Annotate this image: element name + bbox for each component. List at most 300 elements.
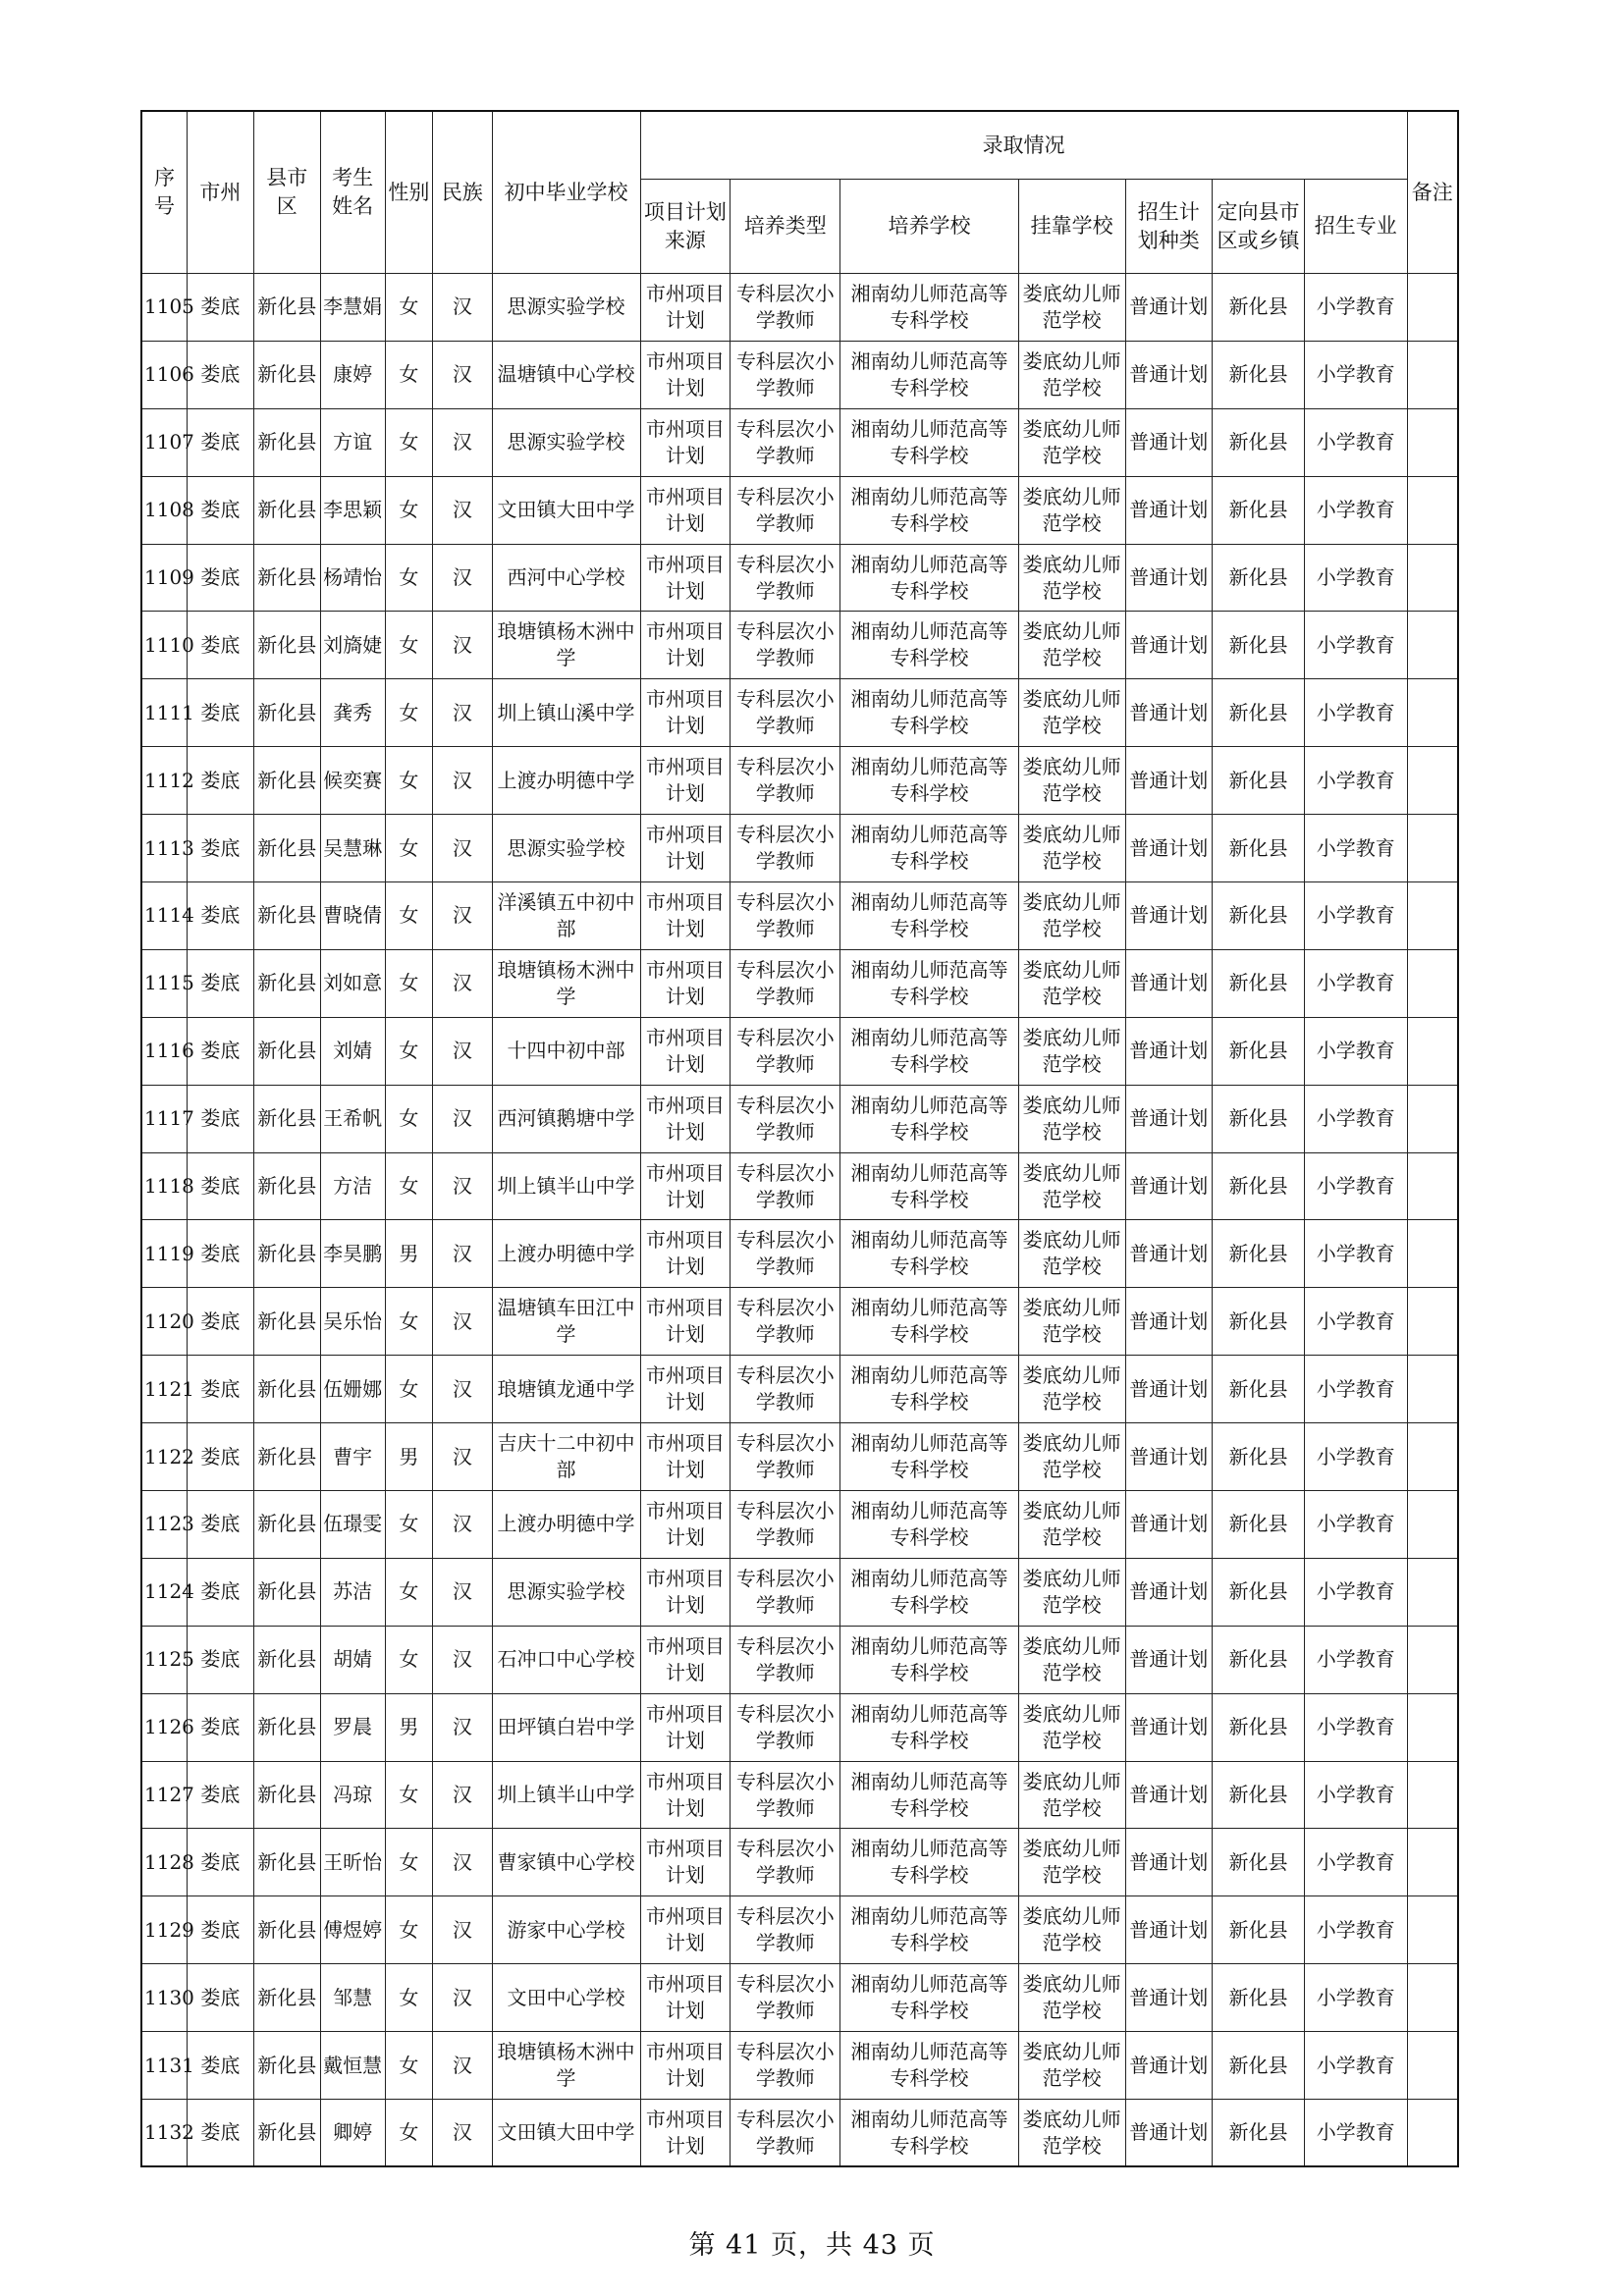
cell-train-school: 湘南幼儿师范高等专科学校	[840, 274, 1018, 342]
table-row	[141, 679, 1458, 747]
table-row	[141, 1288, 1458, 1356]
cell-host-school: 娄底幼儿师范学校	[1018, 1085, 1125, 1152]
cell-target: 新化县	[1213, 679, 1305, 747]
cell-major: 小学教育	[1304, 544, 1407, 612]
col-header-plan-kind: 招生计划种类	[1125, 180, 1212, 274]
cell-ethnicity: 汉	[433, 612, 492, 679]
cell-junior-school: 思源实验学校	[492, 815, 640, 882]
col-header-junior-school: 初中毕业学校	[492, 111, 640, 274]
cell-seq: 1108	[141, 476, 187, 544]
cell-city: 娄底	[187, 1288, 253, 1356]
cell-plan-kind: 普通计划	[1125, 1017, 1212, 1085]
cell-gender: 女	[385, 2100, 433, 2167]
cell-name: 李慧娟	[320, 274, 385, 342]
cell-host-school: 娄底幼儿师范学校	[1018, 1829, 1125, 1896]
cell-junior-school: 上渡办明德中学	[492, 1220, 640, 1288]
cell-plan-kind: 普通计划	[1125, 274, 1212, 342]
cell-target: 新化县	[1213, 1964, 1305, 2032]
cell-train-school: 湘南幼儿师范高等专科学校	[840, 2100, 1018, 2167]
cell-seq: 1128	[141, 1829, 187, 1896]
cell-junior-school: 西河中心学校	[492, 544, 640, 612]
cell-plan-source: 市州项目计划	[640, 1896, 731, 1964]
cell-target: 新化县	[1213, 1220, 1305, 1288]
cell-gender: 女	[385, 1017, 433, 1085]
col-header-train-school: 培养学校	[840, 180, 1018, 274]
cell-county: 新化县	[253, 1491, 320, 1559]
cell-plan-source: 市州项目计划	[640, 1017, 731, 1085]
cell-county: 新化县	[253, 2100, 320, 2167]
cell-host-school: 娄底幼儿师范学校	[1018, 1356, 1125, 1423]
cell-train-type: 专科层次小学教师	[731, 1356, 840, 1423]
cell-target: 新化县	[1213, 1829, 1305, 1896]
cell-junior-school: 曹家镇中心学校	[492, 1829, 640, 1896]
cell-train-school: 湘南幼儿师范高等专科学校	[840, 882, 1018, 950]
cell-target: 新化县	[1213, 882, 1305, 950]
cell-target: 新化县	[1213, 2032, 1305, 2100]
cell-remark	[1407, 1288, 1458, 1356]
cell-remark	[1407, 1693, 1458, 1761]
cell-name: 李思颖	[320, 476, 385, 544]
cell-target: 新化县	[1213, 1152, 1305, 1220]
cell-gender: 女	[385, 544, 433, 612]
cell-junior-school: 洋溪镇五中初中部	[492, 882, 640, 950]
cell-ethnicity: 汉	[433, 949, 492, 1017]
cell-train-type: 专科层次小学教师	[731, 2032, 840, 2100]
cell-name: 刘旖婕	[320, 612, 385, 679]
col-header-admission-group: 录取情况	[640, 111, 1407, 180]
cell-plan-kind: 普通计划	[1125, 476, 1212, 544]
cell-train-type: 专科层次小学教师	[731, 1152, 840, 1220]
cell-host-school: 娄底幼儿师范学校	[1018, 882, 1125, 950]
cell-host-school: 娄底幼儿师范学校	[1018, 1964, 1125, 2032]
cell-gender: 男	[385, 1220, 433, 1288]
cell-junior-school: 琅塘镇杨木洲中学	[492, 949, 640, 1017]
cell-ethnicity: 汉	[433, 1085, 492, 1152]
cell-major: 小学教育	[1304, 949, 1407, 1017]
cell-ethnicity: 汉	[433, 1626, 492, 1693]
cell-seq: 1127	[141, 1761, 187, 1829]
cell-city: 娄底	[187, 1761, 253, 1829]
cell-city: 娄底	[187, 1558, 253, 1626]
cell-remark	[1407, 1896, 1458, 1964]
cell-remark	[1407, 408, 1458, 476]
cell-city: 娄底	[187, 476, 253, 544]
page-footer: 第 41 页，共 43 页	[688, 2230, 936, 2261]
cell-city: 娄底	[187, 274, 253, 342]
cell-remark	[1407, 1964, 1458, 2032]
cell-plan-source: 市州项目计划	[640, 1085, 731, 1152]
cell-host-school: 娄底幼儿师范学校	[1018, 1558, 1125, 1626]
cell-plan-kind: 普通计划	[1125, 815, 1212, 882]
cell-city: 娄底	[187, 1356, 253, 1423]
cell-county: 新化县	[253, 1761, 320, 1829]
table-row	[141, 1964, 1458, 2032]
cell-plan-source: 市州项目计划	[640, 1491, 731, 1559]
cell-host-school: 娄底幼儿师范学校	[1018, 612, 1125, 679]
cell-train-school: 湘南幼儿师范高等专科学校	[840, 2032, 1018, 2100]
cell-remark	[1407, 1017, 1458, 1085]
cell-county: 新化县	[253, 1693, 320, 1761]
cell-plan-source: 市州项目计划	[640, 476, 731, 544]
cell-gender: 男	[385, 1423, 433, 1491]
cell-junior-school: 温塘镇中心学校	[492, 341, 640, 408]
cell-name: 方谊	[320, 408, 385, 476]
cell-ethnicity: 汉	[433, 544, 492, 612]
cell-gender: 女	[385, 1829, 433, 1896]
cell-remark	[1407, 1356, 1458, 1423]
cell-junior-school: 圳上镇半山中学	[492, 1761, 640, 1829]
col-header-remark: 备注	[1407, 111, 1458, 274]
cell-remark	[1407, 544, 1458, 612]
table-row	[141, 1693, 1458, 1761]
cell-plan-kind: 普通计划	[1125, 1829, 1212, 1896]
cell-name: 戴恒慧	[320, 2032, 385, 2100]
cell-target: 新化县	[1213, 1491, 1305, 1559]
cell-remark	[1407, 1491, 1458, 1559]
cell-plan-kind: 普通计划	[1125, 882, 1212, 950]
cell-county: 新化县	[253, 1017, 320, 1085]
cell-plan-kind: 普通计划	[1125, 1220, 1212, 1288]
cell-name: 冯琼	[320, 1761, 385, 1829]
cell-target: 新化县	[1213, 341, 1305, 408]
cell-name: 龚秀	[320, 679, 385, 747]
cell-major: 小学教育	[1304, 747, 1407, 815]
cell-remark	[1407, 815, 1458, 882]
cell-gender: 女	[385, 815, 433, 882]
cell-ethnicity: 汉	[433, 1288, 492, 1356]
col-header-plan-source: 项目计划来源	[640, 180, 731, 274]
table-row	[141, 1558, 1458, 1626]
cell-name: 王昕怡	[320, 1829, 385, 1896]
table-row	[141, 274, 1458, 342]
cell-seq: 1119	[141, 1220, 187, 1288]
cell-plan-source: 市州项目计划	[640, 274, 731, 342]
cell-host-school: 娄底幼儿师范学校	[1018, 274, 1125, 342]
cell-name: 吴慧琳	[320, 815, 385, 882]
cell-train-type: 专科层次小学教师	[731, 1896, 840, 1964]
admission-roster-table	[140, 110, 1459, 2167]
cell-junior-school: 思源实验学校	[492, 408, 640, 476]
cell-seq: 1122	[141, 1423, 187, 1491]
cell-target: 新化县	[1213, 1356, 1305, 1423]
cell-plan-source: 市州项目计划	[640, 815, 731, 882]
cell-plan-kind: 普通计划	[1125, 1491, 1212, 1559]
cell-gender: 女	[385, 1288, 433, 1356]
cell-train-school: 湘南幼儿师范高等专科学校	[840, 1829, 1018, 1896]
cell-name: 王希帆	[320, 1085, 385, 1152]
cell-gender: 女	[385, 1761, 433, 1829]
cell-junior-school: 琅塘镇杨木洲中学	[492, 612, 640, 679]
cell-plan-kind: 普通计划	[1125, 1964, 1212, 2032]
col-header-target: 定向县市区或乡镇	[1213, 180, 1305, 274]
cell-ethnicity: 汉	[433, 1896, 492, 1964]
cell-city: 娄底	[187, 544, 253, 612]
cell-gender: 女	[385, 341, 433, 408]
cell-name: 曹宇	[320, 1423, 385, 1491]
table-row	[141, 1017, 1458, 1085]
cell-name: 候奕赛	[320, 747, 385, 815]
cell-ethnicity: 汉	[433, 1558, 492, 1626]
cell-gender: 女	[385, 612, 433, 679]
cell-train-type: 专科层次小学教师	[731, 1558, 840, 1626]
cell-name: 伍姗娜	[320, 1356, 385, 1423]
cell-plan-kind: 普通计划	[1125, 544, 1212, 612]
cell-gender: 女	[385, 1491, 433, 1559]
cell-remark	[1407, 2100, 1458, 2167]
col-header-train-type: 培养类型	[731, 180, 840, 274]
cell-name: 邹慧	[320, 1964, 385, 2032]
cell-plan-source: 市州项目计划	[640, 1761, 731, 1829]
cell-plan-source: 市州项目计划	[640, 2032, 731, 2100]
cell-junior-school: 田坪镇白岩中学	[492, 1693, 640, 1761]
cell-county: 新化县	[253, 1085, 320, 1152]
cell-plan-source: 市州项目计划	[640, 1626, 731, 1693]
cell-city: 娄底	[187, 882, 253, 950]
cell-ethnicity: 汉	[433, 274, 492, 342]
cell-gender: 女	[385, 476, 433, 544]
table-row	[141, 1085, 1458, 1152]
cell-seq: 1109	[141, 544, 187, 612]
cell-remark	[1407, 1423, 1458, 1491]
cell-seq: 1110	[141, 612, 187, 679]
cell-gender: 女	[385, 408, 433, 476]
cell-junior-school: 上渡办明德中学	[492, 747, 640, 815]
table-row	[141, 1896, 1458, 1964]
cell-ethnicity: 汉	[433, 2100, 492, 2167]
cell-major: 小学教育	[1304, 1761, 1407, 1829]
cell-major: 小学教育	[1304, 1896, 1407, 1964]
cell-county: 新化县	[253, 1288, 320, 1356]
cell-city: 娄底	[187, 679, 253, 747]
cell-plan-source: 市州项目计划	[640, 1152, 731, 1220]
cell-train-type: 专科层次小学教师	[731, 882, 840, 950]
cell-seq: 1105	[141, 274, 187, 342]
cell-target: 新化县	[1213, 1423, 1305, 1491]
cell-county: 新化县	[253, 1896, 320, 1964]
cell-plan-kind: 普通计划	[1125, 612, 1212, 679]
cell-major: 小学教育	[1304, 815, 1407, 882]
cell-plan-kind: 普通计划	[1125, 2100, 1212, 2167]
cell-train-type: 专科层次小学教师	[731, 949, 840, 1017]
cell-train-school: 湘南幼儿师范高等专科学校	[840, 544, 1018, 612]
cell-junior-school: 圳上镇山溪中学	[492, 679, 640, 747]
cell-county: 新化县	[253, 408, 320, 476]
cell-junior-school: 石冲口中心学校	[492, 1626, 640, 1693]
cell-gender: 男	[385, 1693, 433, 1761]
cell-plan-source: 市州项目计划	[640, 1558, 731, 1626]
cell-county: 新化县	[253, 882, 320, 950]
cell-ethnicity: 汉	[433, 1693, 492, 1761]
cell-remark	[1407, 1829, 1458, 1896]
cell-city: 娄底	[187, 949, 253, 1017]
cell-major: 小学教育	[1304, 1829, 1407, 1896]
cell-target: 新化县	[1213, 476, 1305, 544]
cell-name: 刘婧	[320, 1017, 385, 1085]
cell-host-school: 娄底幼儿师范学校	[1018, 2032, 1125, 2100]
table-row	[141, 544, 1458, 612]
cell-major: 小学教育	[1304, 1558, 1407, 1626]
cell-county: 新化县	[253, 1558, 320, 1626]
cell-train-type: 专科层次小学教师	[731, 1423, 840, 1491]
cell-plan-source: 市州项目计划	[640, 2100, 731, 2167]
cell-train-school: 湘南幼儿师范高等专科学校	[840, 476, 1018, 544]
cell-plan-kind: 普通计划	[1125, 1423, 1212, 1491]
cell-train-school: 湘南幼儿师范高等专科学校	[840, 1423, 1018, 1491]
cell-plan-source: 市州项目计划	[640, 1356, 731, 1423]
cell-ethnicity: 汉	[433, 679, 492, 747]
cell-train-school: 湘南幼儿师范高等专科学校	[840, 949, 1018, 1017]
cell-remark	[1407, 612, 1458, 679]
cell-junior-school: 思源实验学校	[492, 1558, 640, 1626]
cell-plan-source: 市州项目计划	[640, 1829, 731, 1896]
cell-county: 新化县	[253, 1220, 320, 1288]
cell-gender: 女	[385, 1626, 433, 1693]
cell-city: 娄底	[187, 1626, 253, 1693]
cell-ethnicity: 汉	[433, 1152, 492, 1220]
cell-train-type: 专科层次小学教师	[731, 612, 840, 679]
cell-seq: 1106	[141, 341, 187, 408]
cell-seq: 1113	[141, 815, 187, 882]
cell-county: 新化县	[253, 679, 320, 747]
table-row	[141, 1356, 1458, 1423]
cell-name: 苏洁	[320, 1558, 385, 1626]
cell-gender: 女	[385, 882, 433, 950]
cell-city: 娄底	[187, 612, 253, 679]
cell-target: 新化县	[1213, 747, 1305, 815]
cell-train-school: 湘南幼儿师范高等专科学校	[840, 1693, 1018, 1761]
table-row	[141, 815, 1458, 882]
col-header-seq: 序号	[141, 111, 187, 274]
cell-county: 新化县	[253, 544, 320, 612]
cell-gender: 女	[385, 949, 433, 1017]
cell-plan-source: 市州项目计划	[640, 341, 731, 408]
table-row	[141, 1761, 1458, 1829]
cell-junior-school: 西河镇鹅塘中学	[492, 1085, 640, 1152]
cell-seq: 1131	[141, 2032, 187, 2100]
cell-plan-kind: 普通计划	[1125, 1085, 1212, 1152]
cell-remark	[1407, 679, 1458, 747]
cell-plan-source: 市州项目计划	[640, 882, 731, 950]
cell-junior-school: 文田镇大田中学	[492, 2100, 640, 2167]
cell-major: 小学教育	[1304, 274, 1407, 342]
cell-plan-source: 市州项目计划	[640, 544, 731, 612]
cell-train-school: 湘南幼儿师范高等专科学校	[840, 1491, 1018, 1559]
cell-host-school: 娄底幼儿师范学校	[1018, 408, 1125, 476]
cell-seq: 1115	[141, 949, 187, 1017]
cell-train-type: 专科层次小学教师	[731, 679, 840, 747]
cell-target: 新化县	[1213, 408, 1305, 476]
cell-host-school: 娄底幼儿师范学校	[1018, 1761, 1125, 1829]
cell-city: 娄底	[187, 1017, 253, 1085]
cell-county: 新化县	[253, 1626, 320, 1693]
cell-plan-kind: 普通计划	[1125, 747, 1212, 815]
cell-city: 娄底	[187, 1829, 253, 1896]
cell-plan-kind: 普通计划	[1125, 679, 1212, 747]
cell-name: 胡婧	[320, 1626, 385, 1693]
cell-city: 娄底	[187, 1220, 253, 1288]
cell-major: 小学教育	[1304, 408, 1407, 476]
cell-junior-school: 圳上镇半山中学	[492, 1152, 640, 1220]
cell-train-school: 湘南幼儿师范高等专科学校	[840, 1558, 1018, 1626]
cell-ethnicity: 汉	[433, 815, 492, 882]
cell-seq: 1111	[141, 679, 187, 747]
cell-major: 小学教育	[1304, 1964, 1407, 2032]
cell-seq: 1130	[141, 1964, 187, 2032]
cell-seq: 1120	[141, 1288, 187, 1356]
cell-target: 新化县	[1213, 612, 1305, 679]
cell-ethnicity: 汉	[433, 1220, 492, 1288]
cell-city: 娄底	[187, 1964, 253, 2032]
cell-gender: 女	[385, 1152, 433, 1220]
cell-plan-kind: 普通计划	[1125, 1152, 1212, 1220]
cell-major: 小学教育	[1304, 1017, 1407, 1085]
cell-city: 娄底	[187, 1896, 253, 1964]
cell-train-type: 专科层次小学教师	[731, 1017, 840, 1085]
cell-plan-kind: 普通计划	[1125, 949, 1212, 1017]
cell-county: 新化县	[253, 815, 320, 882]
cell-host-school: 娄底幼儿师范学校	[1018, 1017, 1125, 1085]
cell-target: 新化县	[1213, 274, 1305, 342]
cell-name: 罗晨	[320, 1693, 385, 1761]
cell-host-school: 娄底幼儿师范学校	[1018, 476, 1125, 544]
cell-county: 新化县	[253, 949, 320, 1017]
cell-city: 娄底	[187, 747, 253, 815]
cell-plan-source: 市州项目计划	[640, 1220, 731, 1288]
table-row	[141, 1829, 1458, 1896]
cell-major: 小学教育	[1304, 612, 1407, 679]
cell-ethnicity: 汉	[433, 1761, 492, 1829]
cell-target: 新化县	[1213, 1626, 1305, 1693]
cell-target: 新化县	[1213, 1761, 1305, 1829]
cell-plan-source: 市州项目计划	[640, 747, 731, 815]
cell-host-school: 娄底幼儿师范学校	[1018, 341, 1125, 408]
cell-name: 傅煜婷	[320, 1896, 385, 1964]
cell-major: 小学教育	[1304, 1152, 1407, 1220]
cell-seq: 1117	[141, 1085, 187, 1152]
cell-train-school: 湘南幼儿师范高等专科学校	[840, 612, 1018, 679]
cell-train-type: 专科层次小学教师	[731, 1288, 840, 1356]
cell-plan-source: 市州项目计划	[640, 1693, 731, 1761]
cell-host-school: 娄底幼儿师范学校	[1018, 1491, 1125, 1559]
cell-train-type: 专科层次小学教师	[731, 544, 840, 612]
cell-ethnicity: 汉	[433, 2032, 492, 2100]
cell-host-school: 娄底幼儿师范学校	[1018, 1626, 1125, 1693]
cell-plan-kind: 普通计划	[1125, 1896, 1212, 1964]
cell-host-school: 娄底幼儿师范学校	[1018, 544, 1125, 612]
cell-county: 新化县	[253, 1356, 320, 1423]
cell-major: 小学教育	[1304, 1626, 1407, 1693]
cell-major: 小学教育	[1304, 341, 1407, 408]
cell-train-type: 专科层次小学教师	[731, 1626, 840, 1693]
cell-gender: 女	[385, 2032, 433, 2100]
cell-name: 方洁	[320, 1152, 385, 1220]
cell-major: 小学教育	[1304, 476, 1407, 544]
cell-plan-kind: 普通计划	[1125, 1626, 1212, 1693]
cell-train-type: 专科层次小学教师	[731, 747, 840, 815]
cell-plan-kind: 普通计划	[1125, 408, 1212, 476]
cell-junior-school: 吉庆十二中初中部	[492, 1423, 640, 1491]
cell-remark	[1407, 476, 1458, 544]
cell-major: 小学教育	[1304, 679, 1407, 747]
cell-major: 小学教育	[1304, 1220, 1407, 1288]
cell-plan-kind: 普通计划	[1125, 2032, 1212, 2100]
table-row	[141, 1626, 1458, 1693]
cell-host-school: 娄底幼儿师范学校	[1018, 815, 1125, 882]
cell-train-type: 专科层次小学教师	[731, 1829, 840, 1896]
cell-junior-school: 十四中初中部	[492, 1017, 640, 1085]
cell-city: 娄底	[187, 1085, 253, 1152]
cell-plan-source: 市州项目计划	[640, 1964, 731, 2032]
